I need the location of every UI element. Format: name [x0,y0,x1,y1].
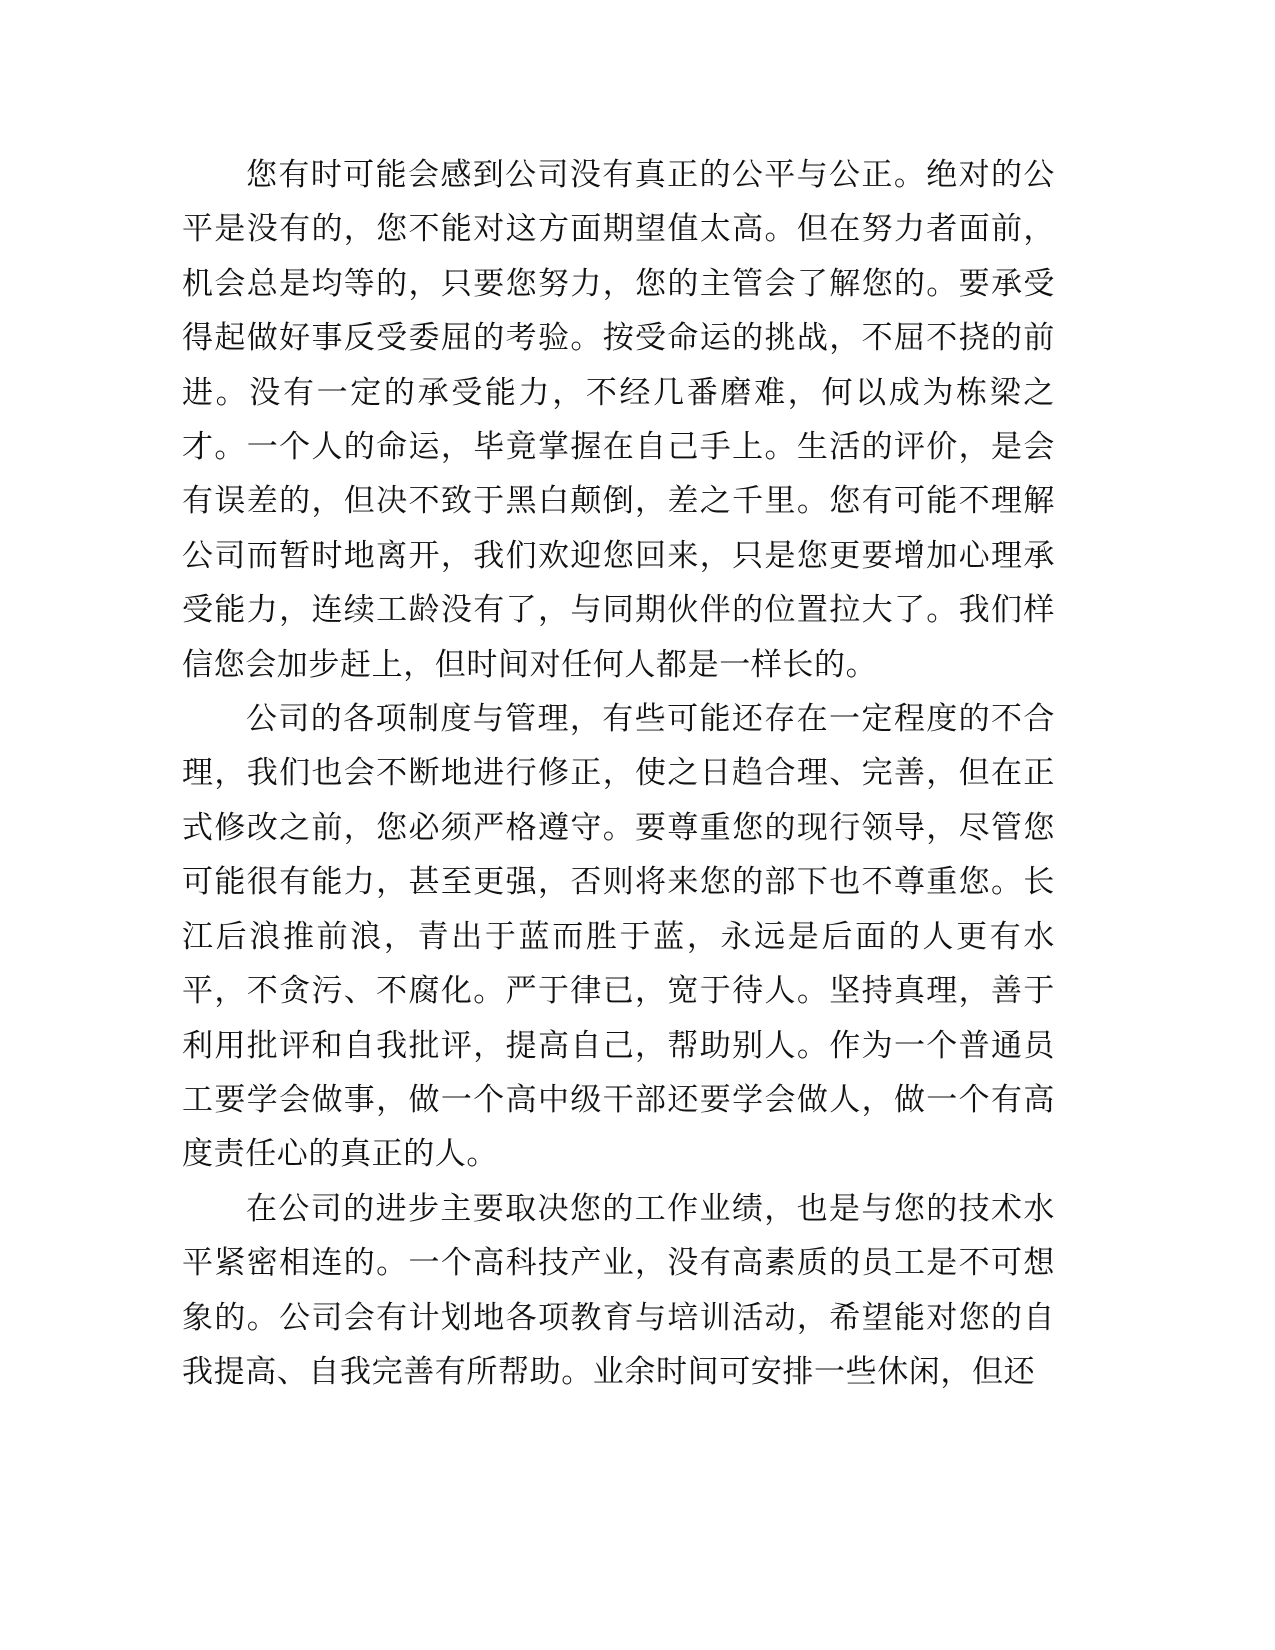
document-body [182,148,1055,1399]
paragraph-progress-and-training: 在公司的进步主要取决您的工作业绩，也是与您的技术水平紧密相连的。一个高科技产业，没有高素质的员工是不可想象的。公司会有计划地各项教育与培训活动，希望能对您的自我提高、自我完善有所帮助。业余时间可安排一些休闲，但还 [182,1190,1055,1390]
paragraph-rules-and-management: 公司的各项制度与管理，有些可能还存在一定程度的不合理，我们也会不断地进行修正，使之日趋合理、完善，但在正式修改之前，您必须严格遵守。要尊重您的现行领导，尽管您可能很有能力，甚至更强，否则将来您的部下也不尊重您。长江后浪推前浪，青出于蓝而胜于蓝，永远是后面的人更有水平，不贪污、不腐化。严于律已，宽于待人。坚持真理，善于利用批评和自我批评，提高自己，帮助别人。作为一个普通员工要学会做事，做一个高中级干部还要学会做人，做一个有高度责任心的真正的人。 [182,701,1055,1173]
paragraph-fairness: 您有时可能会感到公司没有真正的公平与公正。绝对的公平是没有的，您不能对这方面期望值太高。但在努力者面前，机会总是均等的，只要您努力，您的主管会了解您的。要承受得起做好事反受委屈的考验。按受命运的挑战，不屈不挠的前进。没有一定的承受能力，不经几番磨难，何以成为栋梁之才。一个人的命运，毕竟掌握在自己手上。生活的评价，是会有误差的，但决不致于黑白颠倒，差之千里。您有可能不理解公司而暂时地离开，我们欢迎您回来，只是您更要增加心理承受能力，连续工龄没有了，与同期伙伴的位置拉大了。我们样信您会加步赶上，但时间对任何人都是一样长的。 [182,157,1055,683]
